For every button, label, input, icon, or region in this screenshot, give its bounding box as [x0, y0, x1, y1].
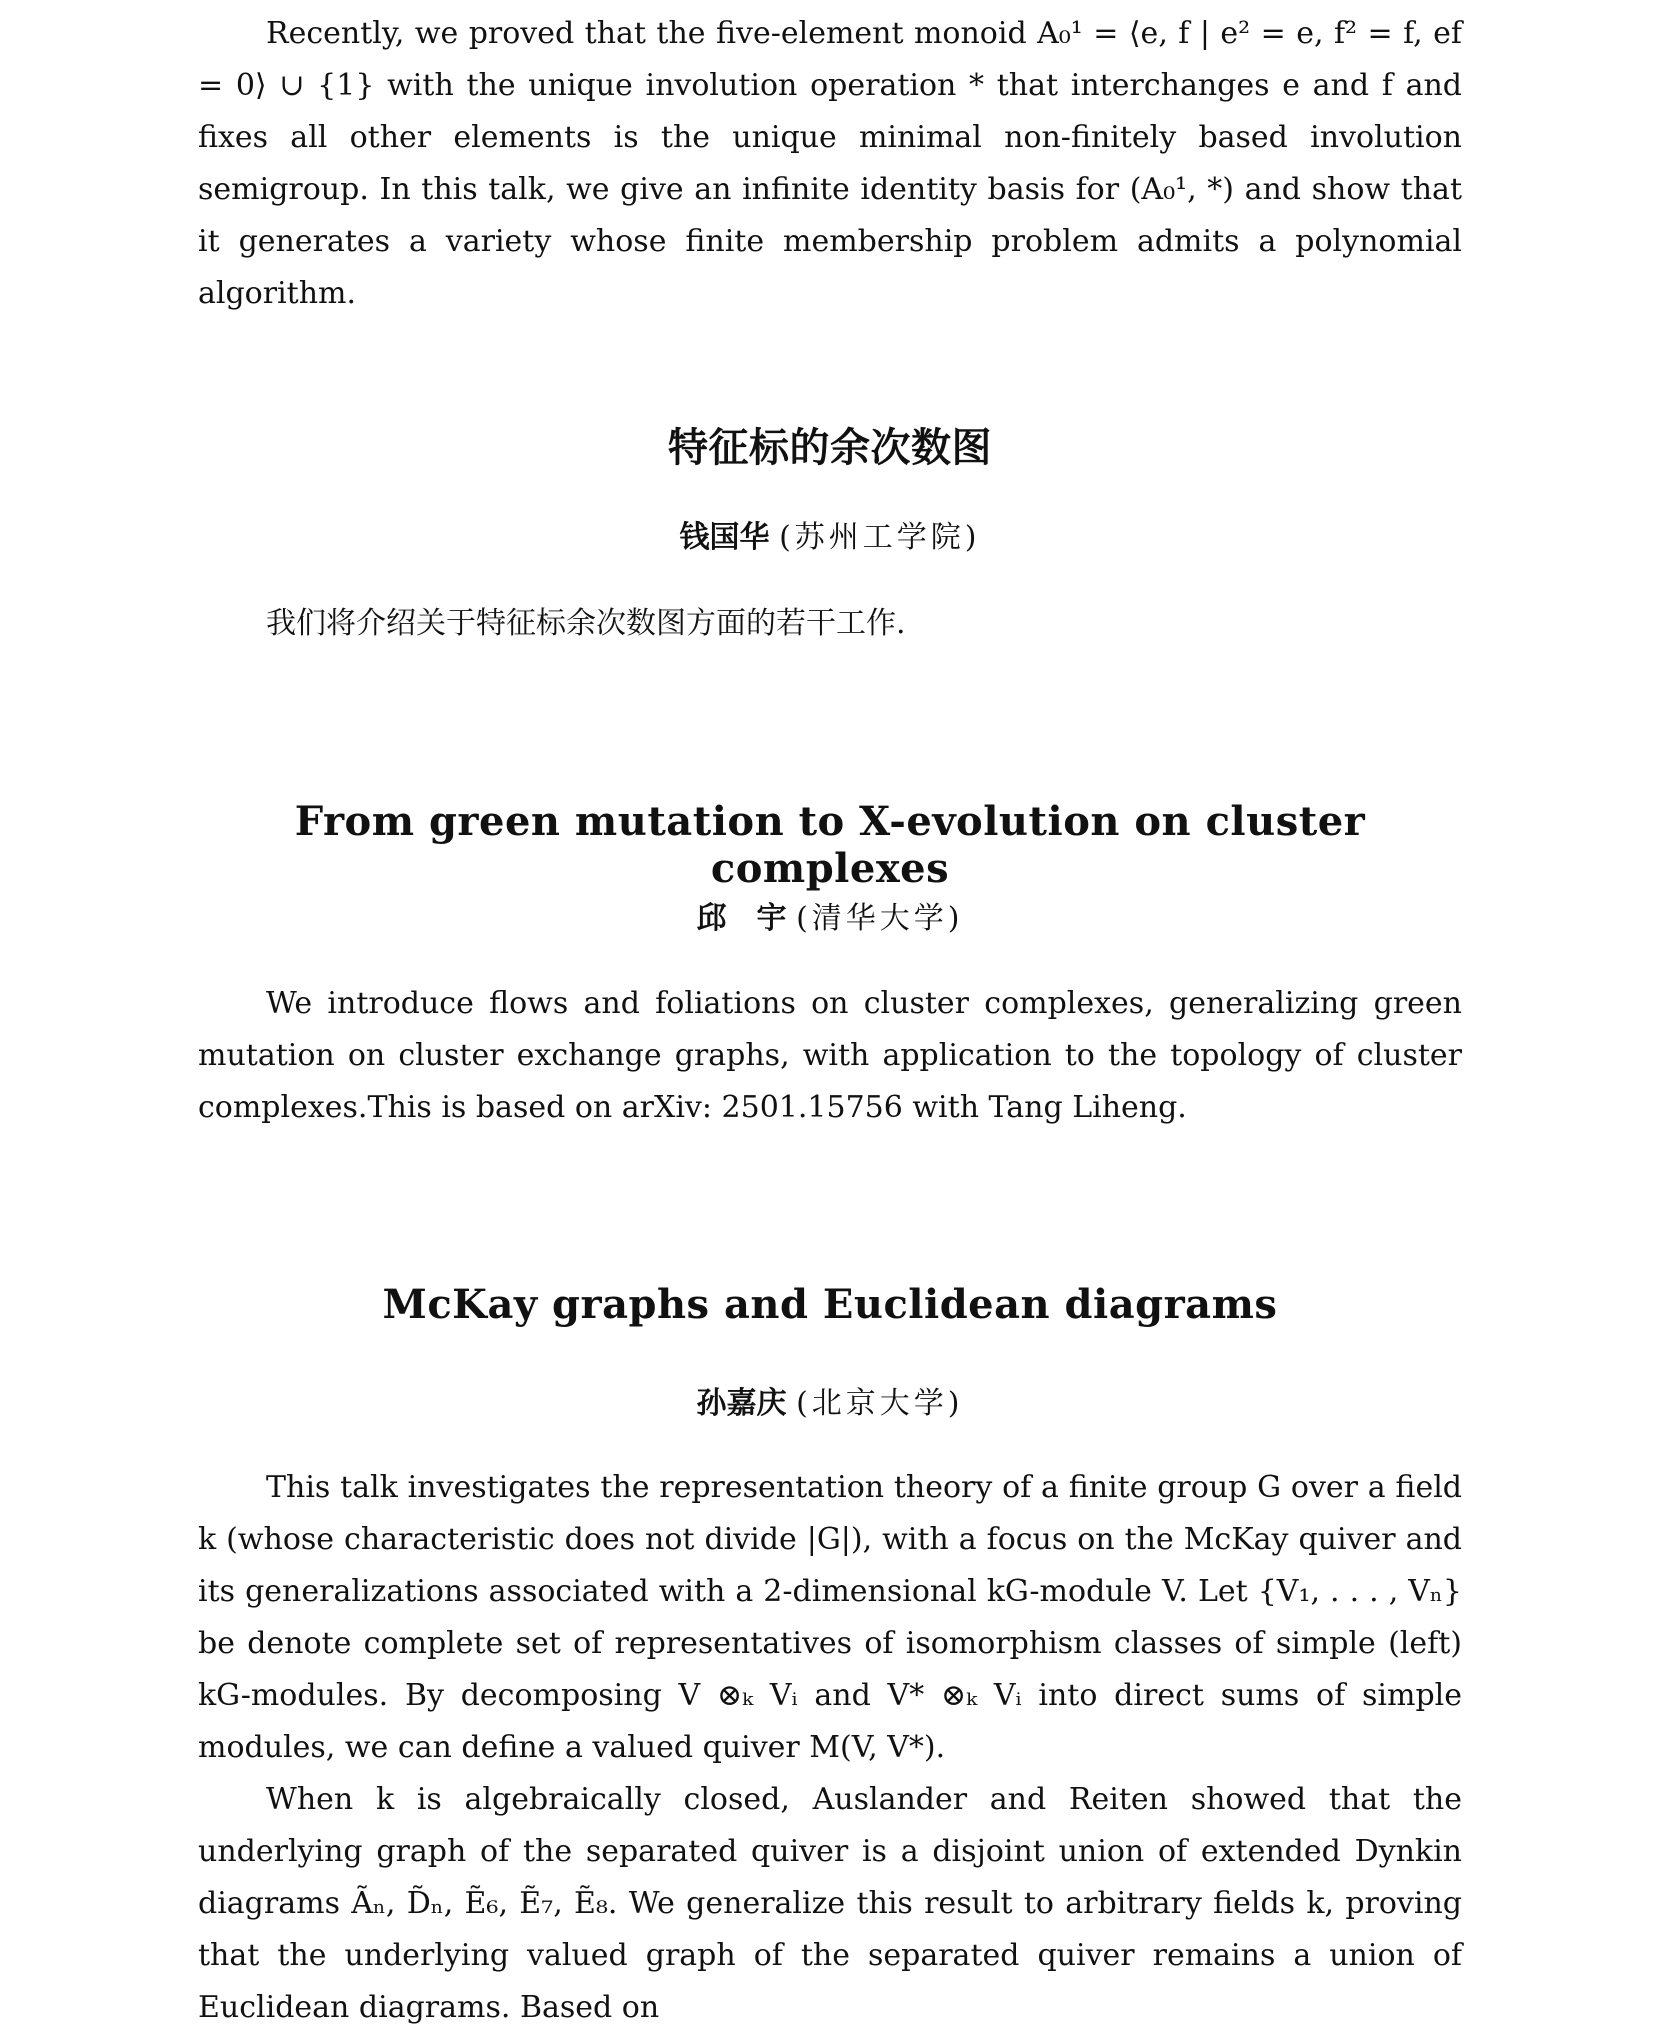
- abstract-text: 我们将介绍关于特征标余次数图方面的若干工作.: [266, 606, 906, 641]
- abstract-top-text: Recently, we proved that the five-element monoid A₀¹ = ⟨e, f | e² = e, f² = f, ef = 0⟩ ∪ {1} with the unique involution operation * that interchanges e and f and fixes all other elements is the unique minimal non-finitely based involution semigroup. In this talk, we give an infinite identity basis for (A₀¹, *) and show that it generates a variety whose finite membership problem admits a polynomial algorithm.: [198, 16, 1462, 311]
- talk-title: McKay graphs and Euclidean diagrams: [382, 1281, 1278, 1328]
- author-name: 钱国华: [679, 520, 770, 555]
- abstract-text: We introduce flows and foliations on cluster complexes, generalizing green mutation on cluster exchange graphs, with application to the topology of cluster complexes.This is based on arXiv: 2501.15756 with Tang Liheng.: [198, 986, 1462, 1125]
- author-line: [198, 893, 1462, 937]
- author-line: [198, 1378, 1462, 1422]
- section-2-author-line: [198, 893, 1462, 937]
- section-1-abstract: [198, 598, 1462, 650]
- talk-title: 特征标的余次数图: [668, 424, 992, 471]
- section-1: [198, 416, 1462, 473]
- author-name: 邱 宇: [696, 901, 787, 936]
- abstract-top: [198, 8, 1462, 320]
- author-name: 孙嘉庆: [696, 1386, 787, 1421]
- abstract-paragraph-1: This talk investigates the representation theory of a finite group G over a field k (whose characteristic does not divide |G|), with a focus on the McKay quiver and its generalizations associated with a 2-dimensional kG-module V. Let {V₁, . . . , Vₙ} be denote complete set of representatives of isomorphism classes of simple (left) kG-modules. By decomposing V ⊗ₖ Vᵢ and V* ⊗ₖ Vᵢ into direct sums of simple modules, we can define a valued quiver M(V, V*).: [198, 1470, 1462, 1765]
- abstract-paragraph-2: When k is algebraically closed, Auslander and Reiten showed that the underlying graph of the separated quiver is a disjoint union of extended Dynkin diagrams Ãₙ, D̃ₙ, Ẽ₆, Ẽ₇, Ẽ₈. We generalize this result to arbitrary fields k, proving that the underlying valued graph of the separated quiver remains a union of Euclidean diagrams. Based on: [198, 1782, 1462, 2025]
- section-2: [198, 798, 1462, 892]
- author-affiliation: (北京大学): [796, 1386, 964, 1421]
- author-affiliation: (清华大学): [796, 901, 964, 936]
- author-affiliation: (苏州工学院): [779, 520, 981, 555]
- author-line: [198, 512, 1462, 556]
- talk-title: From green mutation to X-evolution on cluster complexes: [294, 798, 1366, 892]
- section-3-author-line: [198, 1378, 1462, 1422]
- section-3-abstract: [198, 1462, 1462, 2034]
- section-1-author-line: [198, 512, 1462, 556]
- section-3: [198, 1281, 1462, 1328]
- section-2-abstract: [198, 978, 1462, 1134]
